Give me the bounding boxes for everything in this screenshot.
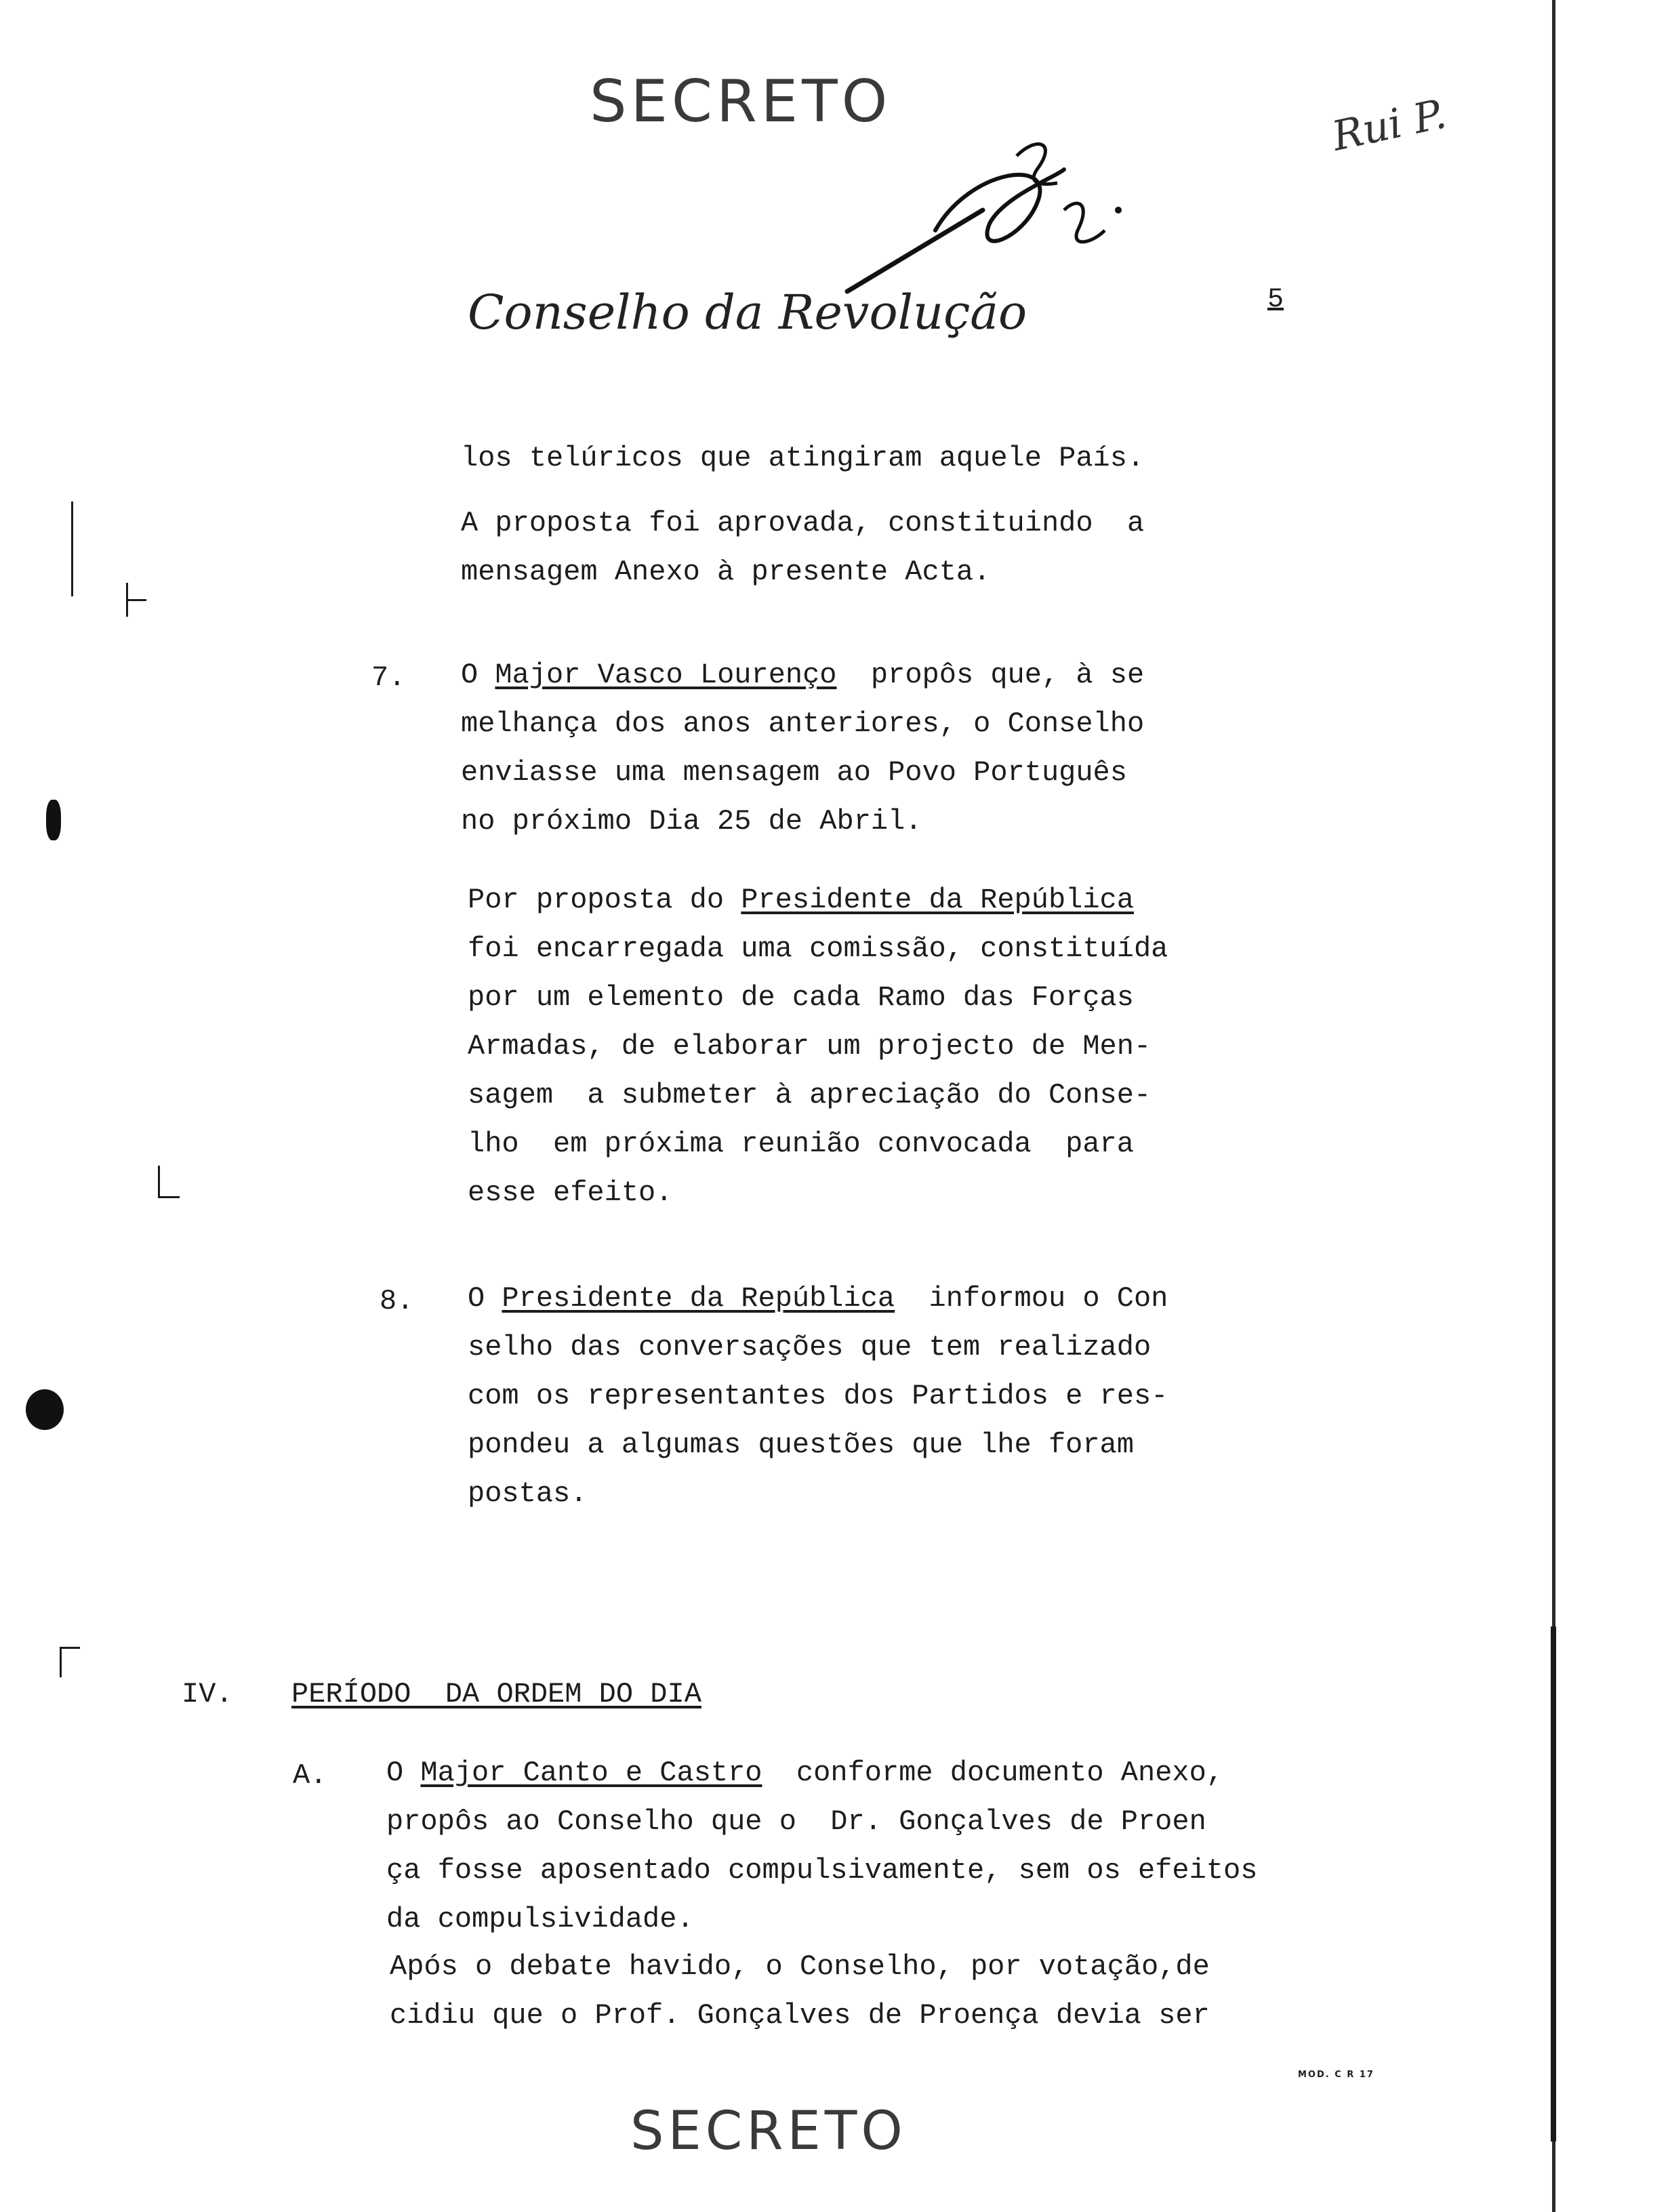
- item-7-number: 7.: [371, 661, 406, 694]
- item-8-number: 8.: [380, 1285, 414, 1317]
- right-scan-edge-thick: [1551, 1626, 1556, 2142]
- item-a-letter: A.: [293, 1759, 327, 1792]
- item-8-paragraph: O Presidente da República informou o Con selho das conversações que tem realizado com os representantes dos Partidos e res- pondeu a algumas questões que lhe foram postas.: [468, 1282, 1168, 1510]
- name-presidente-da-republica: Presidente da República: [741, 884, 1134, 916]
- left-margin-mark: [71, 501, 73, 596]
- item-a-paragraph: O Major Canto e Castro conforme documento Anexo, propôs ao Conselho que o Dr. Gonçalves de Proen ça fosse aposentado compulsivamente, sem os efeitos da compulsividade.: [386, 1757, 1258, 1936]
- page-number: 5: [1267, 285, 1284, 315]
- name-vasco-lourenco: Major Vasco Lourenço: [495, 659, 837, 691]
- left-tick-low-h: [60, 1647, 80, 1649]
- intro-line: los telúricos que atingiram aquele País.: [461, 442, 1145, 474]
- letterhead: Conselho da Revolução: [468, 285, 1027, 340]
- left-tick-top-h: [126, 599, 146, 601]
- item-7-paragraph: O Major Vasco Lourenço propôs que, à se melhança dos anos anteriores, o Conselho enviasse uma mensagem ao Povo Português no próximo Dia 25 de Abril.: [461, 659, 1145, 838]
- signature-scribble: [834, 129, 1132, 305]
- secreto-stamp-bottom: SECRETO: [630, 2101, 907, 2162]
- left-tick-mid: [158, 1166, 160, 1198]
- left-edge-notch: [46, 800, 61, 840]
- item-a-paragraph-2: Após o debate havido, o Conselho, por votação,de cidiu que o Prof. Gonçalves de Proença devia ser: [390, 1950, 1210, 2032]
- left-tick-low: [60, 1647, 62, 1677]
- section-iv-title: PERÍODO DA ORDEM DO DIA: [291, 1678, 701, 1711]
- intro-paragraph: A proposta foi aprovada, constituindo a mensagem Anexo à presente Acta.: [461, 507, 1145, 588]
- left-tick-mid-h: [158, 1196, 180, 1198]
- name-presidente-da-republica-2: Presidente da República: [502, 1282, 895, 1315]
- section-iv-number: IV.: [182, 1678, 233, 1711]
- secreto-stamp-top: SECRETO: [590, 68, 892, 136]
- form-reference: MOD. C R 17: [1298, 2070, 1374, 2080]
- item-7-paragraph-2: Por proposta do Presidente da República foi encarregada uma comissão, constituída por um elemento de cada Ramo das Forças Armadas, de elaborar um projecto de Men- sagem a submeter à apreciação do Conse- lho em próxima reunião convocada para esse efeito.: [468, 884, 1168, 1209]
- handwritten-note: Rui P.: [1328, 90, 1450, 161]
- punch-hole-mark: [26, 1389, 64, 1430]
- name-canto-e-castro: Major Canto e Castro: [420, 1757, 762, 1789]
